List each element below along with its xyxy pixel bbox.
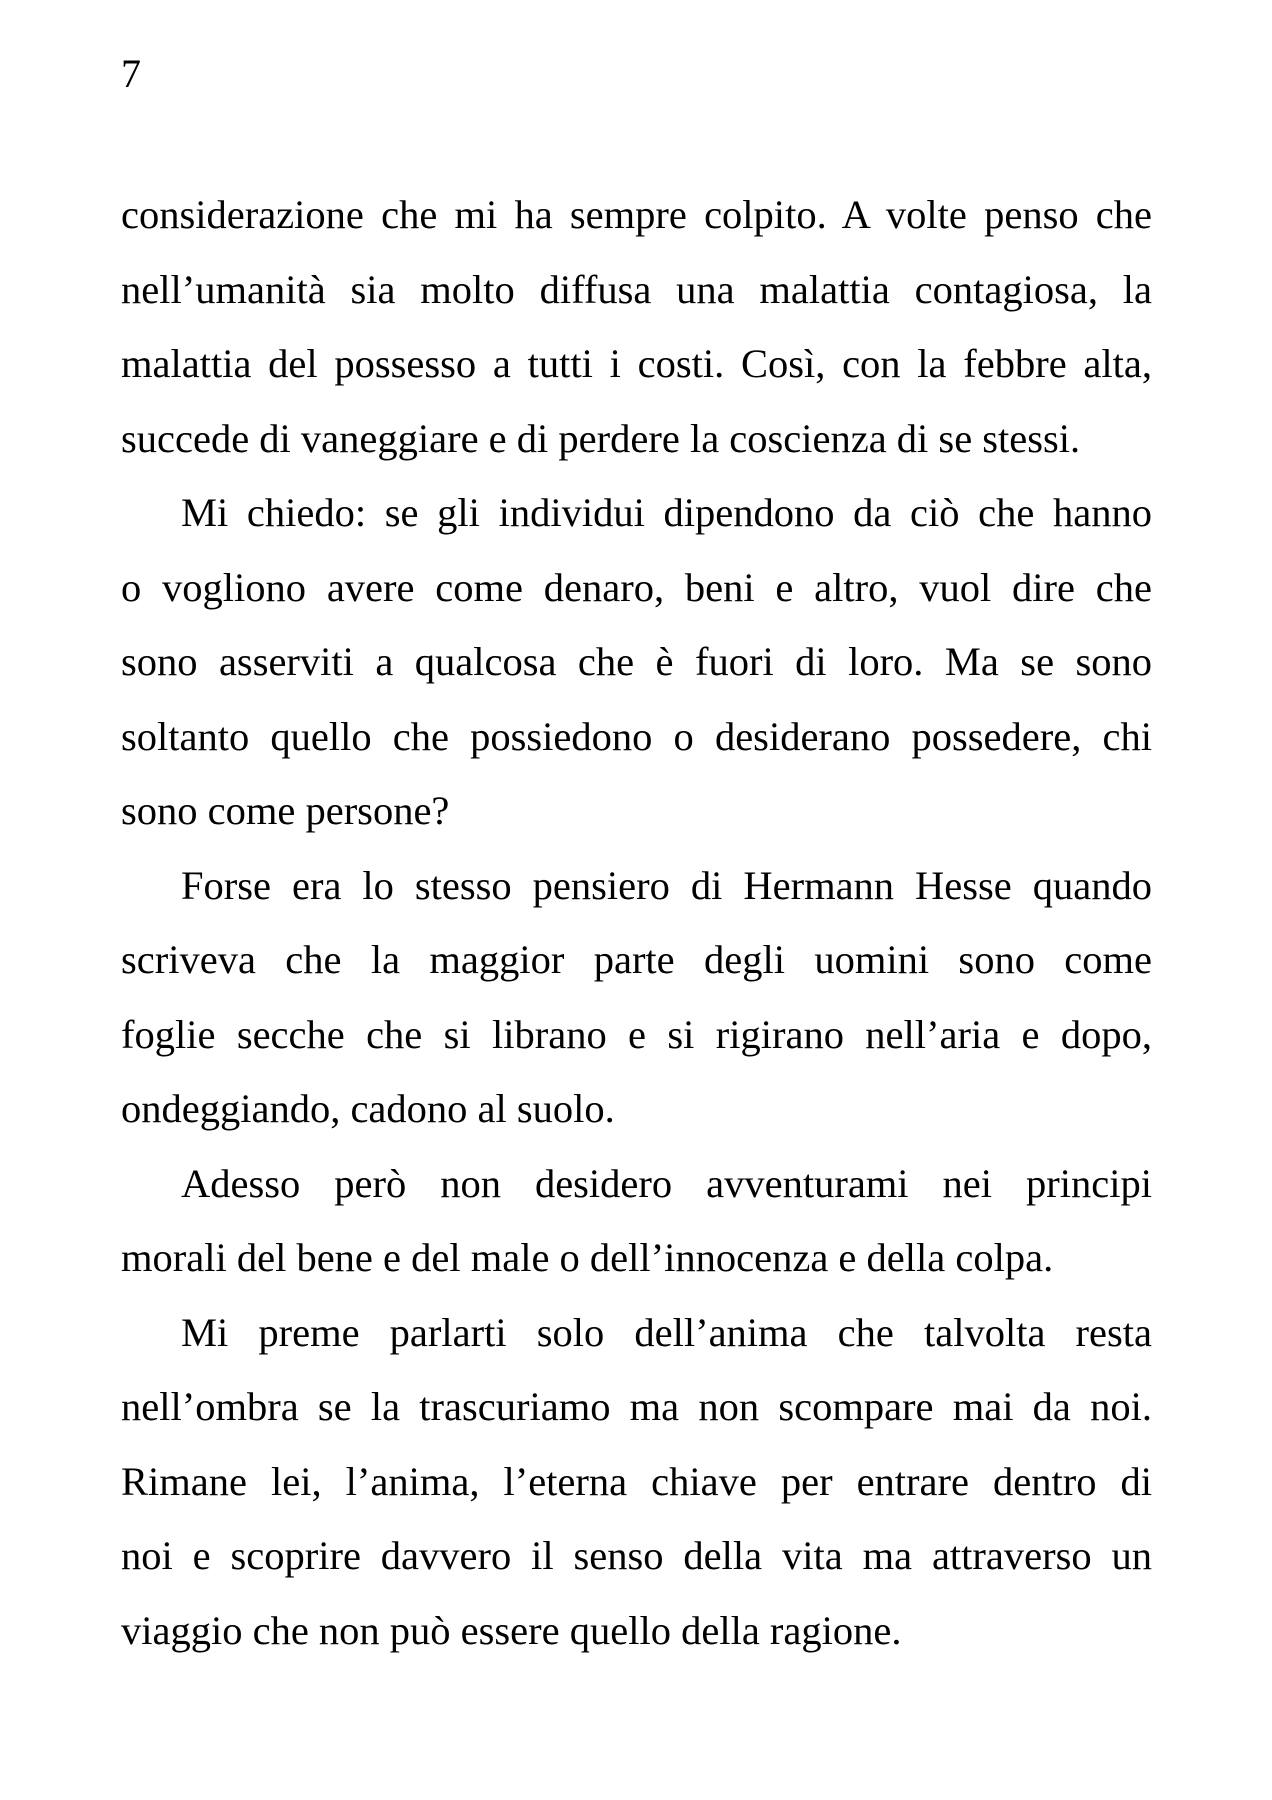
- text-line: nell’umanità sia molto diffusa una malattia contagiosa, la: [121, 266, 1152, 312]
- text-line: noi e scoprire davvero il senso della vita ma attraverso un: [121, 1533, 1152, 1578]
- text-line: Rimane lei, l’anima, l’eterna chiave per entrare dentro di: [121, 1458, 1152, 1504]
- text-line: sono come persone?: [121, 788, 450, 833]
- text-line: scriveva che la maggior parte degli uomini sono come: [121, 937, 1152, 982]
- paragraph-1: [121, 178, 1152, 476]
- text-line: succede di vaneggiare e di perdere la coscienza di se stessi.: [121, 415, 1081, 461]
- text-line: viaggio che non può essere quello della ragione.: [121, 1607, 902, 1653]
- text-line: Adesso però non desidero avventurami nei principi: [181, 1160, 1152, 1206]
- text-line: foglie secche che si librano e si rigirano nell’aria e dopo,: [121, 1011, 1152, 1057]
- body-text: [121, 178, 1152, 1668]
- text-line: morali del bene e del male o dell’innocenza e della colpa.: [121, 1235, 1054, 1280]
- paragraph-2: [121, 476, 1152, 849]
- text-line: Mi preme parlarti solo dell’anima che talvolta resta: [181, 1309, 1152, 1355]
- text-line: soltanto quello che possiedono o desiderano possedere, chi: [121, 713, 1152, 759]
- text-line: sono asserviti a qualcosa che è fuori di loro. Ma se sono: [121, 639, 1152, 684]
- text-line: ondeggiando, cadono al suolo.: [121, 1086, 615, 1131]
- text-line: malattia del possesso a tutti i costi. Così, con la febbre alta,: [121, 341, 1152, 386]
- paragraph-3: [121, 849, 1152, 1147]
- paragraph-5: [121, 1296, 1152, 1669]
- text-line: Mi chiedo: se gli individui dipendono da ciò che hanno: [181, 490, 1152, 535]
- text-line: o vogliono avere come denaro, beni e altro, vuol dire che: [121, 564, 1152, 610]
- text-line: Forse era lo stesso pensiero di Hermann Hesse quando: [181, 862, 1152, 908]
- paragraph-4: [121, 1147, 1152, 1296]
- text-line: nell’ombra se la trascuriamo ma non scompare mai da noi.: [121, 1384, 1152, 1429]
- page-number: 7: [121, 51, 141, 96]
- text-line: considerazione che mi ha sempre colpito. A volte penso che: [121, 192, 1152, 237]
